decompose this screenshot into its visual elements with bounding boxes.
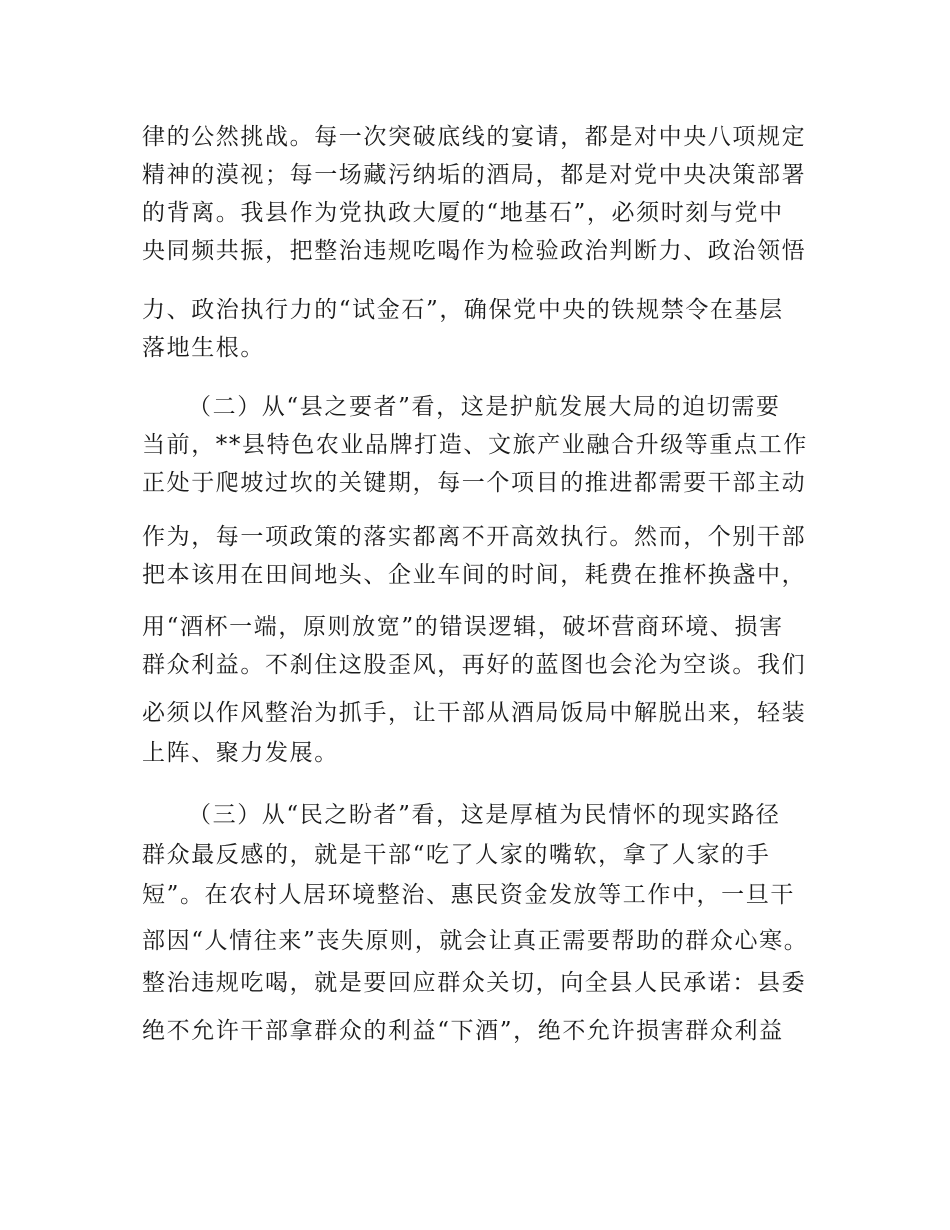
paragraph-line: 精神的漠视；每一场藏污纳垢的酒局，都是对党中央决策部署 bbox=[142, 162, 807, 188]
paragraph-line: 整治违规吃喝，就是要回应群众关切，向全县人民承诺：县委 bbox=[142, 970, 807, 996]
paragraph-line: 落地生根。 bbox=[142, 335, 265, 361]
paragraph-line: 上阵、聚力发展。 bbox=[142, 740, 339, 766]
paragraph-line: 央同频共振，把整治违规吃喝作为检验政治判断力、政治领悟 bbox=[142, 238, 807, 264]
paragraph-line: 群众最反感的，就是干部“吃了人家的嘴软，拿了人家的手 bbox=[142, 842, 771, 868]
paragraph-line: 力、政治执行力的“试金石”，确保党中央的铁规禁令在基层 bbox=[142, 297, 784, 323]
paragraph-line: 群众利益。不刹住这股歪风，再好的蓝图也会沦为空谈。我们 bbox=[142, 652, 807, 678]
paragraph-line: 必须以作风整治为抓手，让干部从酒局饭局中解脱出来，轻装 bbox=[142, 700, 807, 726]
paragraph-line: 作为，每一项政策的落实都离不开高效执行。然而，个别干部 bbox=[142, 524, 807, 550]
paragraph-line: 部因“人情往来”丧失原则，就会让真正需要帮助的群众心寒。 bbox=[142, 928, 809, 954]
paragraph-line: 正处于爬坡过坎的关键期，每一个项目的推进都需要干部主动 bbox=[142, 470, 807, 496]
paragraph-line: 把本该用在田间地头、企业车间的时间，耗费在推杯换盏中， bbox=[142, 562, 807, 588]
paragraph-line: 绝不允许干部拿群众的利益“下酒”，绝不允许损害群众利益 bbox=[142, 1018, 784, 1044]
paragraph-line: 当前，**县特色农业品牌打造、文旅产业融合升级等重点工作 bbox=[142, 432, 808, 458]
paragraph-line: 的背离。我县作为党执政大厦的“地基石”，必须时刻与党中 bbox=[142, 200, 784, 226]
paragraph-line: 短”。在农村人居环境整治、惠民资金发放等工作中，一旦干 bbox=[142, 882, 795, 908]
section-heading-line: （二）从“县之要者”看，这是护航发展大局的迫切需要 bbox=[188, 394, 781, 420]
paragraph-line: 律的公然挑战。每一次突破底线的宴请，都是对中央八项规定 bbox=[142, 124, 807, 150]
section-heading-line: （三）从“民之盼者”看，这是厚植为民情怀的现实路径 bbox=[188, 802, 781, 828]
paragraph-line: 用“酒杯一端，原则放宽”的错误逻辑，破坏营商环境、损害 bbox=[142, 614, 784, 640]
